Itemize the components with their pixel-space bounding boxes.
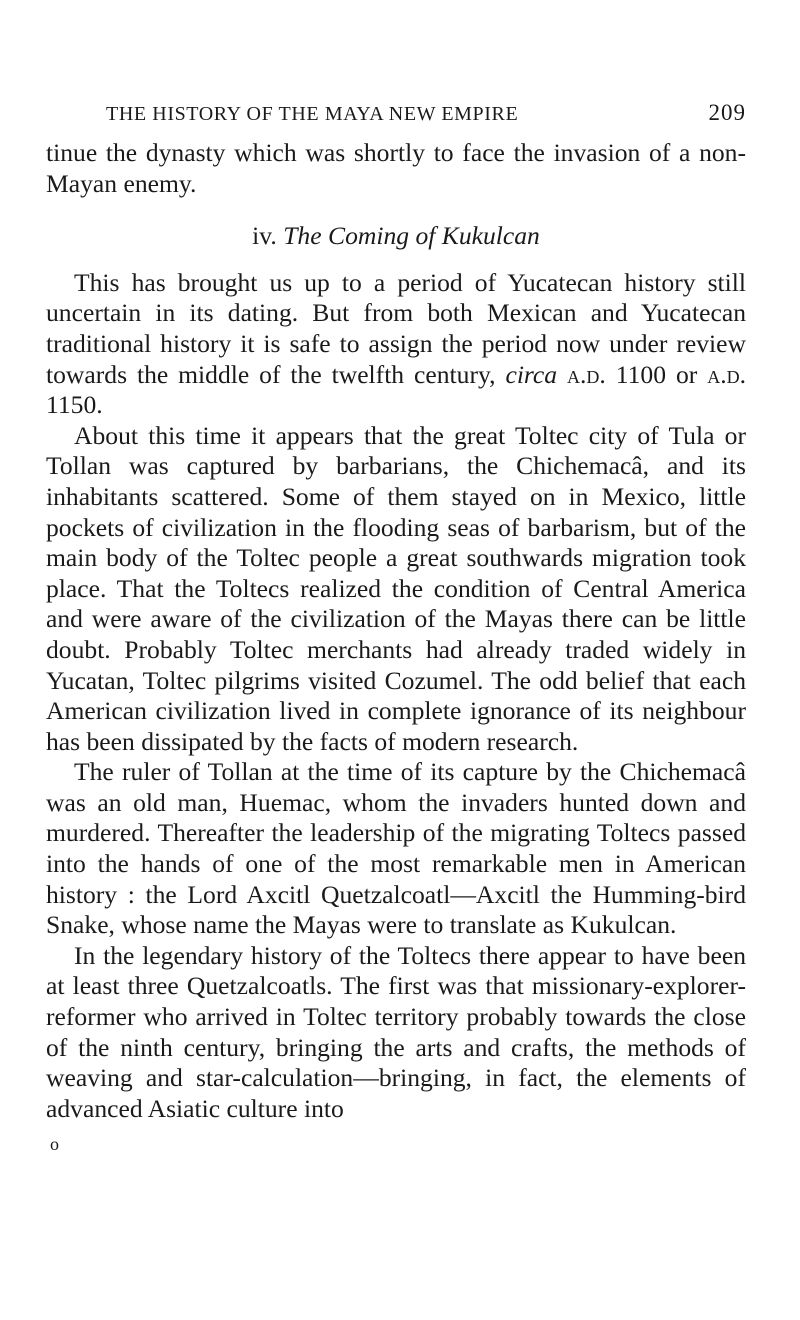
section-title: The Coming of Kukulcan (283, 221, 540, 251)
section-heading (46, 221, 746, 252)
paragraph-huemac: The ruler of Tollan at the time of its capture by the Chichemacâ was an old man, Huemac, whom the invaders hunted down and murdered. Thereafter the leadership of the migrating Toltecs passed into the hands of one of the most remarkable men in American history : the Lord Axcitl Quetzalcoatl—Axcitl the Humming-bird Snake, whose name the Mayas were to translate as Kukulcan. (46, 757, 746, 940)
signature-mark: o (50, 1134, 59, 1155)
year-1100: 1100 (615, 359, 667, 389)
section-numeral: iv. (252, 221, 277, 251)
paragraph-quetzalcoatls: In the legendary history of the Toltecs there appear to have been at least three Quetzalcoatls. The first was that missionary-explorer-reformer who arrived in Toltec territory probably towards the close of the ninth century, bringing the arts and crafts, the methods of weaving and star-calculation—bringing, in fact, the elements of advanced Asiatic culture into (46, 940, 746, 1123)
era-ad-2: a.d. (707, 359, 747, 389)
circa-word: circa (505, 359, 558, 389)
book-page (46, 100, 746, 1155)
body-text (46, 138, 746, 1124)
era-ad-1: a.d. (567, 359, 606, 389)
paragraph-tula-captured: About this time it appears that the great Toltec city of Tula or Tollan was captured by barbarians, the Chichemacâ, and its inhabitants scattered. Some of them stayed on in Mexico, little pockets of civilization in the flooding seas of barbarism, but of the main body of the Toltec people a great southwards migration took place. That the Toltecs realized the condition of Central America and were aware of the civilization of the Mayas there can be little doubt. Probably Toltec merchants had already traded widely in Yucatan, Toltec pilgrims visited Cozumel. The odd belief that each American civilization lived in complete ignorance of its neighbour has been dissipated by the facts of modern research. (46, 420, 746, 756)
year-1150: 1150. (46, 390, 103, 420)
continuation-paragraph: tinue the dynasty which was shortly to face the invasion of a non-Mayan enemy. (46, 138, 746, 198)
running-head (106, 100, 746, 126)
paragraph-dating (46, 268, 746, 421)
paragraph-dating-text: This has brought us up to a period of Yucatecan history still uncertain in its dating. But from both Mexican and Yucatecan traditional history it is safe to assign the period now under review towards the middle of the twelfth century, (46, 267, 746, 389)
page-number: 209 (708, 100, 746, 125)
running-title: THE HISTORY OF THE MAYA NEW EMPIRE (106, 103, 519, 125)
or-word: or (675, 359, 698, 389)
